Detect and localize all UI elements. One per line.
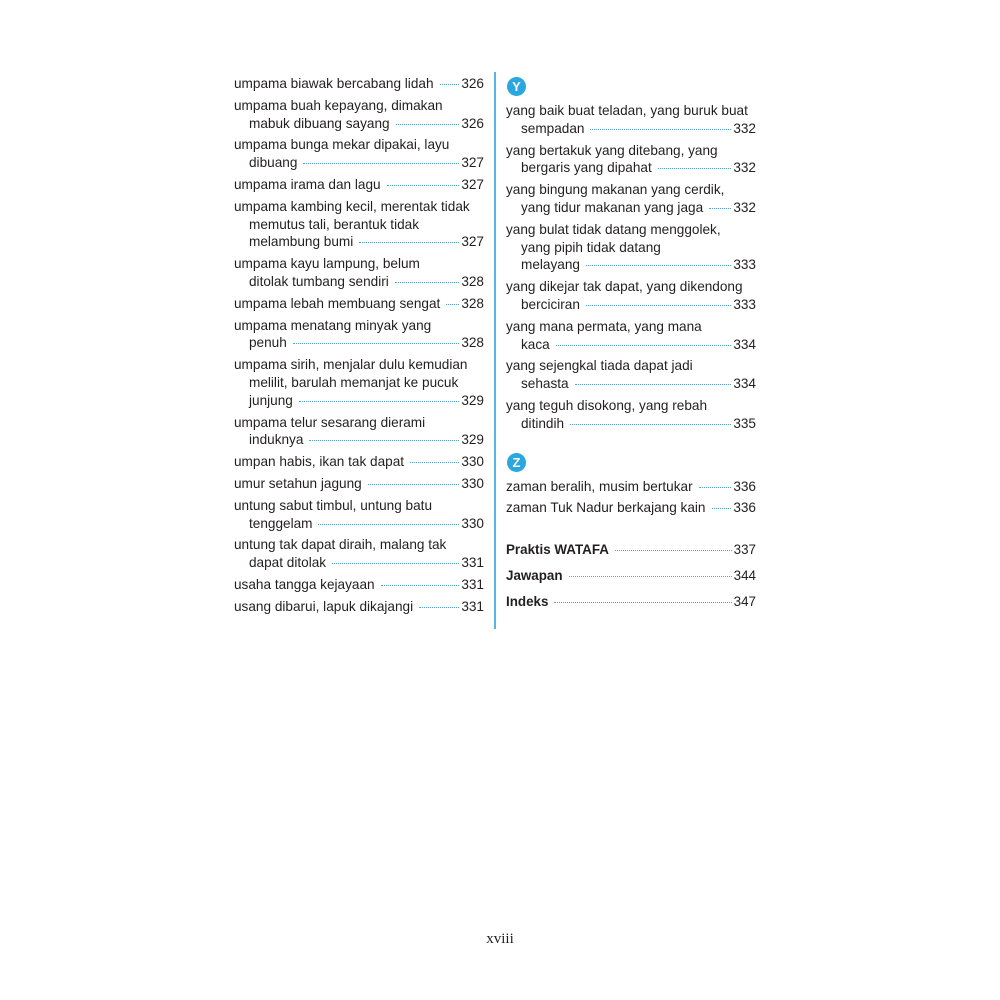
entry-page-number: 334 (733, 336, 756, 352)
dot-leader (586, 265, 731, 266)
entry-text: yang bulat tidak datang menggolek, (506, 221, 721, 237)
entry-text: melambung bumi (249, 234, 354, 250)
index-entry (234, 356, 484, 409)
entry-line (234, 176, 484, 194)
entry-page-number: 334 (733, 376, 756, 392)
entry-line (506, 357, 756, 375)
entry-line (506, 221, 756, 239)
dot-leader (569, 576, 732, 577)
column-divider (494, 72, 496, 629)
entry-line (506, 239, 756, 257)
entry-line (506, 256, 756, 274)
index-entry (506, 397, 756, 433)
section-letter-z-badge (507, 453, 526, 472)
entry-text: usang dibarui, lapuk dikajangi (234, 598, 414, 614)
entry-page-number: 331 (461, 576, 484, 592)
entry-page-number: 328 (461, 273, 484, 289)
entry-page-number: 327 (461, 155, 484, 171)
entry-text: umpama lebah membuang sengat (234, 295, 441, 311)
entry-line (506, 102, 756, 120)
entry-text: yang baik buat teladan, yang buruk buat (506, 103, 748, 118)
entry-text: yang bertakuk yang ditebang, yang (506, 142, 718, 158)
entry-text: umpama sirih, menjalar dulu kemudian (234, 357, 468, 373)
index-entry (506, 142, 756, 178)
index-entry (506, 221, 756, 274)
entry-line (506, 142, 756, 160)
entry-page-number: 347 (733, 593, 756, 609)
index-entry (506, 357, 756, 393)
entry-page-number: 331 (461, 555, 484, 571)
entry-line (234, 295, 484, 313)
index-entry (506, 478, 756, 496)
dot-leader (709, 208, 731, 209)
entry-text: umpama buah kepayang, dimakan (234, 97, 443, 113)
index-entry (234, 176, 484, 194)
entry-page-number: 336 (733, 478, 756, 494)
entry-line (506, 159, 756, 177)
index-entry (234, 75, 484, 93)
index-entry (234, 136, 484, 172)
entry-page-number: 337 (733, 542, 756, 558)
entry-line (506, 375, 756, 393)
entry-text: tenggelam (249, 515, 313, 531)
entry-text: yang dikejar tak dapat, yang dikendong (506, 279, 743, 295)
entry-text: umpama kambing kecil, merentak tidak (234, 198, 470, 214)
dot-leader (658, 168, 732, 169)
entry-line (234, 576, 484, 594)
entry-line (234, 536, 484, 554)
dot-leader (446, 304, 459, 305)
entry-text: melayang (521, 257, 580, 273)
entry-page-number: 329 (461, 432, 484, 448)
entry-line (234, 216, 484, 234)
entry-line (234, 136, 484, 154)
entry-page-number: 327 (461, 234, 484, 250)
entry-line (234, 97, 484, 115)
dot-leader (586, 305, 731, 306)
entry-line (506, 397, 756, 415)
dot-leader (309, 440, 459, 441)
index-entry (506, 499, 756, 517)
entry-line (506, 415, 756, 433)
index-entry (234, 598, 484, 616)
dot-leader (699, 487, 732, 488)
entry-page-number: 332 (733, 120, 756, 136)
entry-text: zaman beralih, musim bertukar (506, 478, 693, 494)
index-entry (506, 567, 756, 585)
entry-text: yang tidur makanan yang jaga (521, 199, 704, 215)
entry-text: berciciran (521, 296, 580, 312)
section-z-entries (506, 478, 756, 518)
entry-text: umpama kayu lampung, belum (234, 256, 420, 272)
entry-text: ditindih (521, 415, 565, 431)
entry-page-number: 332 (733, 199, 756, 215)
dot-leader (570, 424, 731, 425)
entry-line (506, 499, 756, 517)
entry-text: kaca (521, 336, 550, 352)
entry-text: untung tak dapat diraih, malang tak (234, 537, 447, 553)
dot-leader (590, 129, 731, 130)
entry-line (506, 278, 756, 296)
index-entry (506, 541, 756, 559)
entry-line (234, 255, 484, 273)
left-column (234, 75, 484, 620)
entry-text: umpama telur sesarang dierami (234, 414, 426, 430)
entry-page-number: 330 (461, 515, 484, 531)
entry-line (234, 392, 484, 410)
index-entry (234, 475, 484, 493)
entry-text: umpama irama dan lagu (234, 176, 381, 192)
entry-line (234, 317, 484, 335)
index-entry (506, 102, 756, 138)
entry-line (234, 115, 484, 133)
entry-line (234, 154, 484, 172)
entry-text: mabuk dibuang sayang (249, 115, 390, 131)
entry-line (234, 198, 484, 216)
entry-text: induknya (249, 432, 304, 448)
index-entry (506, 318, 756, 354)
dot-leader (554, 602, 731, 603)
entry-text: bergaris yang dipahat (521, 160, 652, 176)
entry-page-number: 327 (461, 176, 484, 192)
index-entry (234, 295, 484, 313)
entry-line (506, 593, 756, 611)
entry-text: umpama menatang minyak yang (234, 317, 432, 333)
section-letter-y-badge (507, 77, 526, 96)
dot-leader (395, 282, 460, 283)
dot-leader (575, 384, 732, 385)
dot-leader (615, 550, 732, 551)
index-entry (234, 317, 484, 353)
dot-leader (299, 401, 459, 402)
entry-line (506, 336, 756, 354)
entry-line (234, 475, 484, 493)
entry-text: melilit, barulah memanjat ke pucuk (249, 374, 459, 390)
dot-leader (419, 607, 459, 608)
entry-line (506, 296, 756, 314)
entry-text: sempadan (521, 120, 585, 136)
entry-text: dibuang (249, 155, 298, 171)
entry-line (506, 120, 756, 138)
entry-line (234, 334, 484, 352)
entry-title: Praktis WATAFA (506, 542, 609, 558)
entry-title: Indeks (506, 593, 549, 609)
index-entry (234, 497, 484, 533)
entry-text: penuh (249, 335, 287, 351)
entry-text: yang sejengkal tiada dapat jadi (506, 358, 693, 374)
entry-page-number: 330 (461, 475, 484, 491)
entry-line (234, 497, 484, 515)
dot-leader (381, 585, 460, 586)
entry-text: umpan habis, ikan tak dapat (234, 454, 405, 470)
dot-leader (712, 508, 732, 509)
dot-leader (410, 462, 459, 463)
dot-leader (556, 345, 732, 346)
index-entry (506, 593, 756, 611)
dot-leader (332, 563, 459, 564)
entry-text: sehasta (521, 376, 569, 392)
entry-page-number: 328 (461, 295, 484, 311)
entry-line (234, 374, 484, 392)
section-y-entries (506, 102, 756, 433)
entry-page-number: 333 (733, 257, 756, 273)
entry-text: dapat ditolak (249, 555, 327, 571)
entry-text: umpama biawak bercabang lidah (234, 76, 434, 91)
entry-line (506, 199, 756, 217)
right-column (506, 75, 756, 619)
entry-line (234, 431, 484, 449)
index-entry (234, 198, 484, 251)
dot-leader (318, 524, 459, 525)
entry-page-number: 326 (461, 76, 484, 91)
entry-line (234, 414, 484, 432)
entry-page-number: 330 (461, 454, 484, 470)
entry-page-number: 326 (461, 115, 484, 131)
entry-line (506, 478, 756, 496)
entry-page-number: 335 (733, 415, 756, 431)
entry-text: memutus tali, berantuk tidak (249, 216, 420, 232)
dot-leader (387, 185, 460, 186)
entry-text: junjung (249, 392, 293, 408)
index-entry (506, 181, 756, 217)
entry-line (506, 318, 756, 336)
entry-line (506, 541, 756, 559)
entry-page-number: 328 (461, 335, 484, 351)
back-matter-entries (506, 541, 756, 610)
entry-text: umur setahun jagung (234, 475, 362, 491)
entry-page-number: 332 (733, 160, 756, 176)
entry-line (234, 515, 484, 533)
entry-title: Jawapan (506, 567, 563, 583)
entry-line (234, 75, 484, 93)
entry-page-number: 344 (733, 567, 756, 583)
entry-line (234, 233, 484, 251)
entry-line (234, 273, 484, 291)
entry-text: usaha tangga kejayaan (234, 576, 375, 592)
entry-text: yang teguh disokong, yang rebah (506, 397, 708, 413)
entry-text: yang bingung makanan yang cerdik, (506, 182, 725, 198)
entry-line (234, 356, 484, 374)
dot-leader (359, 242, 459, 243)
dot-leader (396, 124, 460, 125)
entry-text: umpama bunga mekar dipakai, layu (234, 137, 450, 153)
entry-text: ditolak tumbang sendiri (249, 273, 389, 289)
index-entry (234, 453, 484, 471)
section-letter-y: Y (512, 79, 521, 94)
index-entry (234, 414, 484, 450)
entry-line (234, 554, 484, 572)
entry-line (234, 598, 484, 616)
dot-leader (368, 484, 460, 485)
entry-line (506, 567, 756, 585)
dot-leader (440, 84, 460, 85)
index-entry (234, 536, 484, 572)
entry-page-number: 336 (733, 500, 756, 516)
index-entry (234, 576, 484, 594)
index-entry (234, 97, 484, 133)
dot-leader (303, 163, 459, 164)
entry-line (506, 181, 756, 199)
entry-page-number: 331 (461, 598, 484, 614)
entry-text: zaman Tuk Nadur berkajang kain (506, 500, 706, 516)
page-number: xviii (486, 931, 514, 947)
dot-leader (293, 343, 460, 344)
entry-page-number: 333 (733, 296, 756, 312)
index-entry (234, 255, 484, 291)
entry-line (234, 453, 484, 471)
entry-text: yang mana permata, yang mana (506, 318, 702, 334)
entry-text: untung sabut timbul, untung batu (234, 497, 433, 513)
entry-page-number: 329 (461, 392, 484, 408)
section-letter-z: Z (512, 454, 521, 470)
index-entry (506, 278, 756, 314)
entry-text: yang pipih tidak datang (521, 239, 661, 255)
